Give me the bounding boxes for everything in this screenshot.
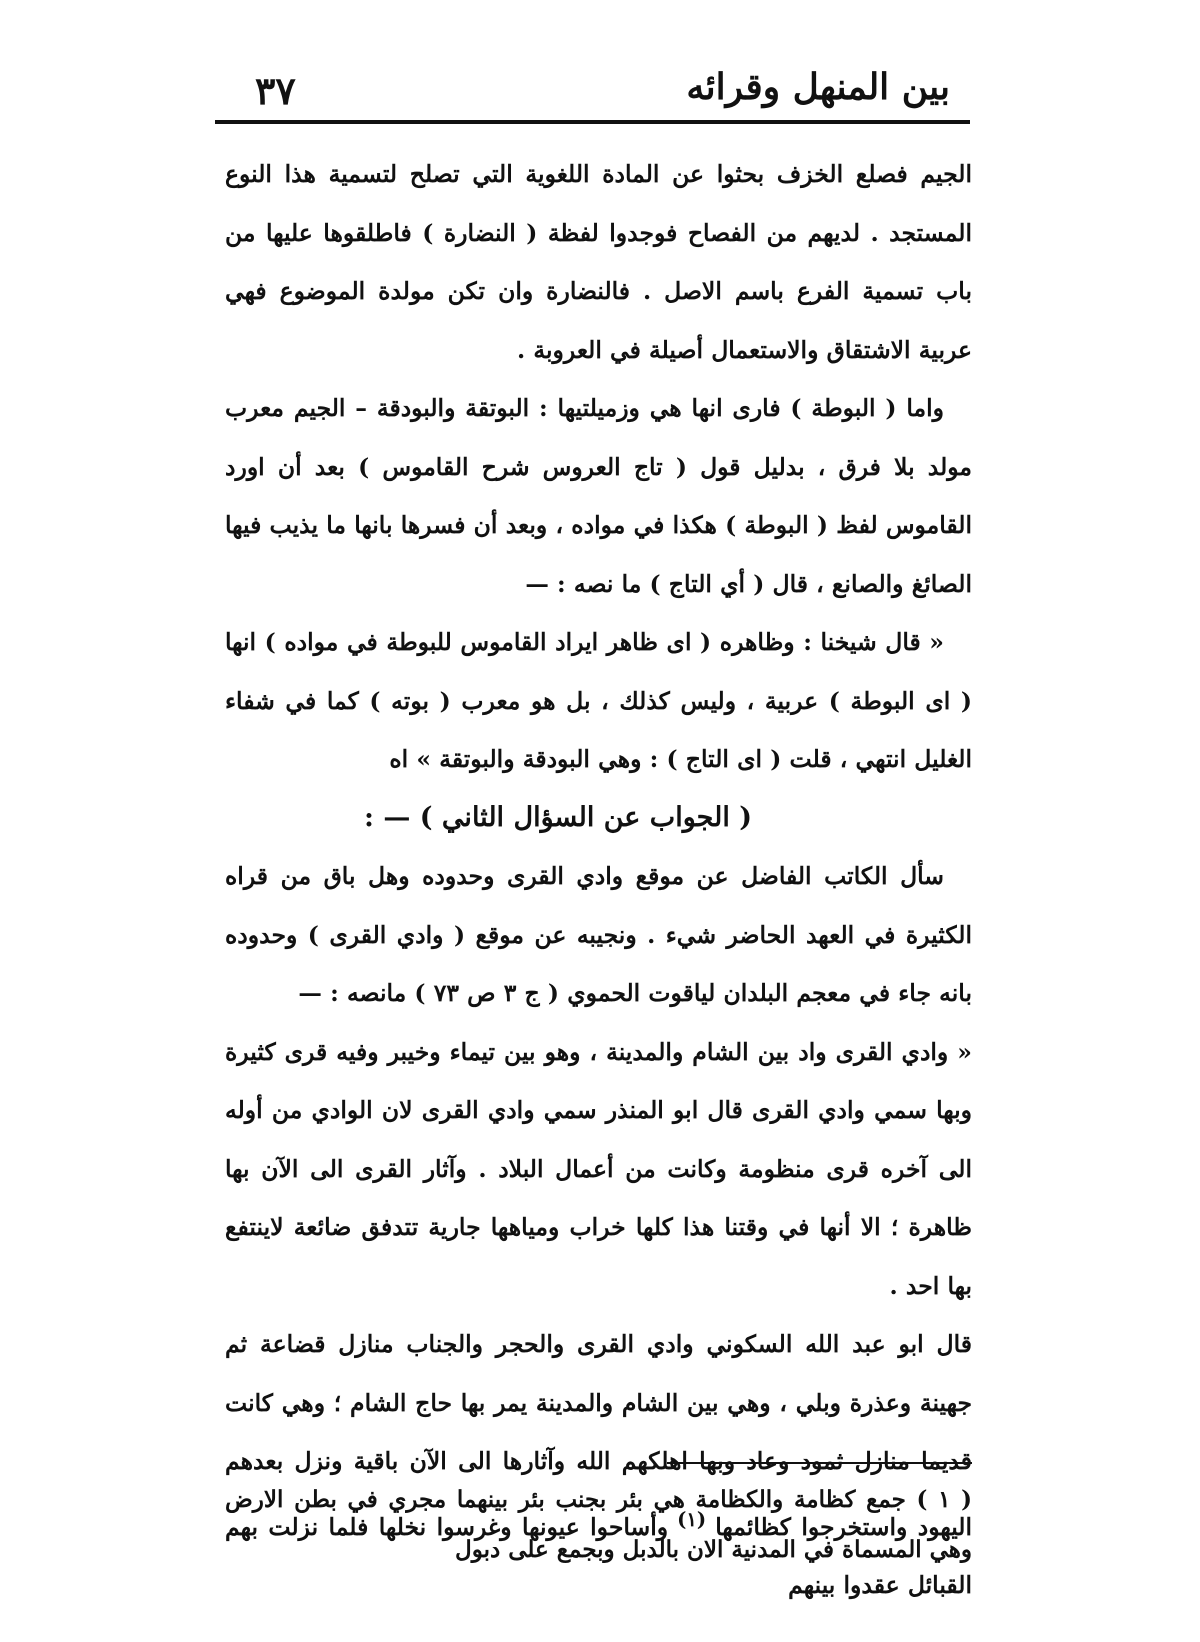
paragraph-1: الجيم فصلع الخزف بحثوا عن المادة اللغوية التي تصلح لتسمية هذا النوع المستجد . لديهم من الفصاح فوجدوا لفظة ( النضارة ) فاطلقوها عليها من باب تسمية الفرع باسم الاصل . فالنضارة وان تكن مولدة الموضوع فهي عربية الاشتقاق والاستعمال أصيلة في العروبة . [225, 160, 972, 364]
footnote-reference: (١) [668, 1507, 716, 1531]
page-number: ٣٧ [255, 68, 296, 113]
footnote-text: ( ١ ) جمع كظامة والكظامة هي بئر بجنب بئر بينهما مجري في بطن الارض وهي المسماة في المدنية الان بالدبل وبجمع على دبول [225, 1486, 972, 1563]
header-rule [215, 120, 970, 124]
paragraph-4-start: قال ابو عبد الله السكوني وادي القرى والحجر والجناب منازل قضاعة ثم جهينة وعذرة وبلي ، وهي بين الشام والمدينة يمر بها حاج الشام ؛ وهي كانت قديما منازل ثمود وعاد وبها اهلكهم الله وآثارها الى الآن باقية ونزل بعدهم اليهود واستخرجوا كظائمها [225, 1330, 972, 1541]
paragraph-3: سأل الكاتب الفاضل عن موقع وادي القرى وحدوده وهل باق من قراه الكثيرة في العهد الحاضر شيء . ونجيبه عن موقع ( وادي القرى ) وحدوده بانه جاء في معجم البلدان لياقوت الحموي ( ج ٣ ص ٧٣ ) مانصه : — [225, 862, 972, 1007]
footnote-rule [667, 1462, 972, 1464]
footnote [225, 1475, 972, 1575]
paragraph-2: واما ( البوطة ) فارى انها هي وزميلتيها : البوتقة والبودقة – الجيم معرب مولد بلا فرق ، بدليل قول ( تاج العروس شرح القاموس ) بعد أن اورد القاموس لفظ ( البوطة ) هكذا في مواده ، وبعد أن فسرها بانها ما يذيب فيها الصائغ والصانع ، قال ( أي التاج ) ما نصه : — [225, 394, 972, 598]
body-text [225, 145, 972, 1614]
page-header [215, 62, 970, 118]
running-title: بين المنهل وقرائه [686, 66, 950, 108]
quote-paragraph-1: « قال شيخنا : وظاهره ( اى ظاهر ايراد القاموس للبوطة في مواده ) انها ( اى البوطة ) عربية ، وليس كذلك ، بل هو معرب ( بوته ) كما في شفاء الغليل انتهي ، قلت ( اى التاج ) : وهي البودقة والبوتقة » اه [225, 628, 972, 773]
paragraph-4-end: وأساحوا عيونها وغرسوا نخلها فلما نزلت بهم القبائل عقدوا بينهم [225, 1512, 972, 1599]
quote-paragraph-2: « وادي القرى واد بين الشام والمدينة ، وهو بين تيماء وخيبر وفيه قرى كثيرة وبها سمي وادي القرى قال ابو المنذر سمي وادي القرى لان الوادي من أوله الى آخره قرى منظومة وكانت من أعمال البلاد . وآثار القرى الى الآن بها ظاهرة ؛ الا أنها في وقتنا هذا كلها خراب ومياهها جارية تتدفق ضائعة لاينتفع بها احد . [225, 1037, 972, 1300]
section-heading: ( الجواب عن السؤال الثاني ) — : [363, 801, 752, 833]
